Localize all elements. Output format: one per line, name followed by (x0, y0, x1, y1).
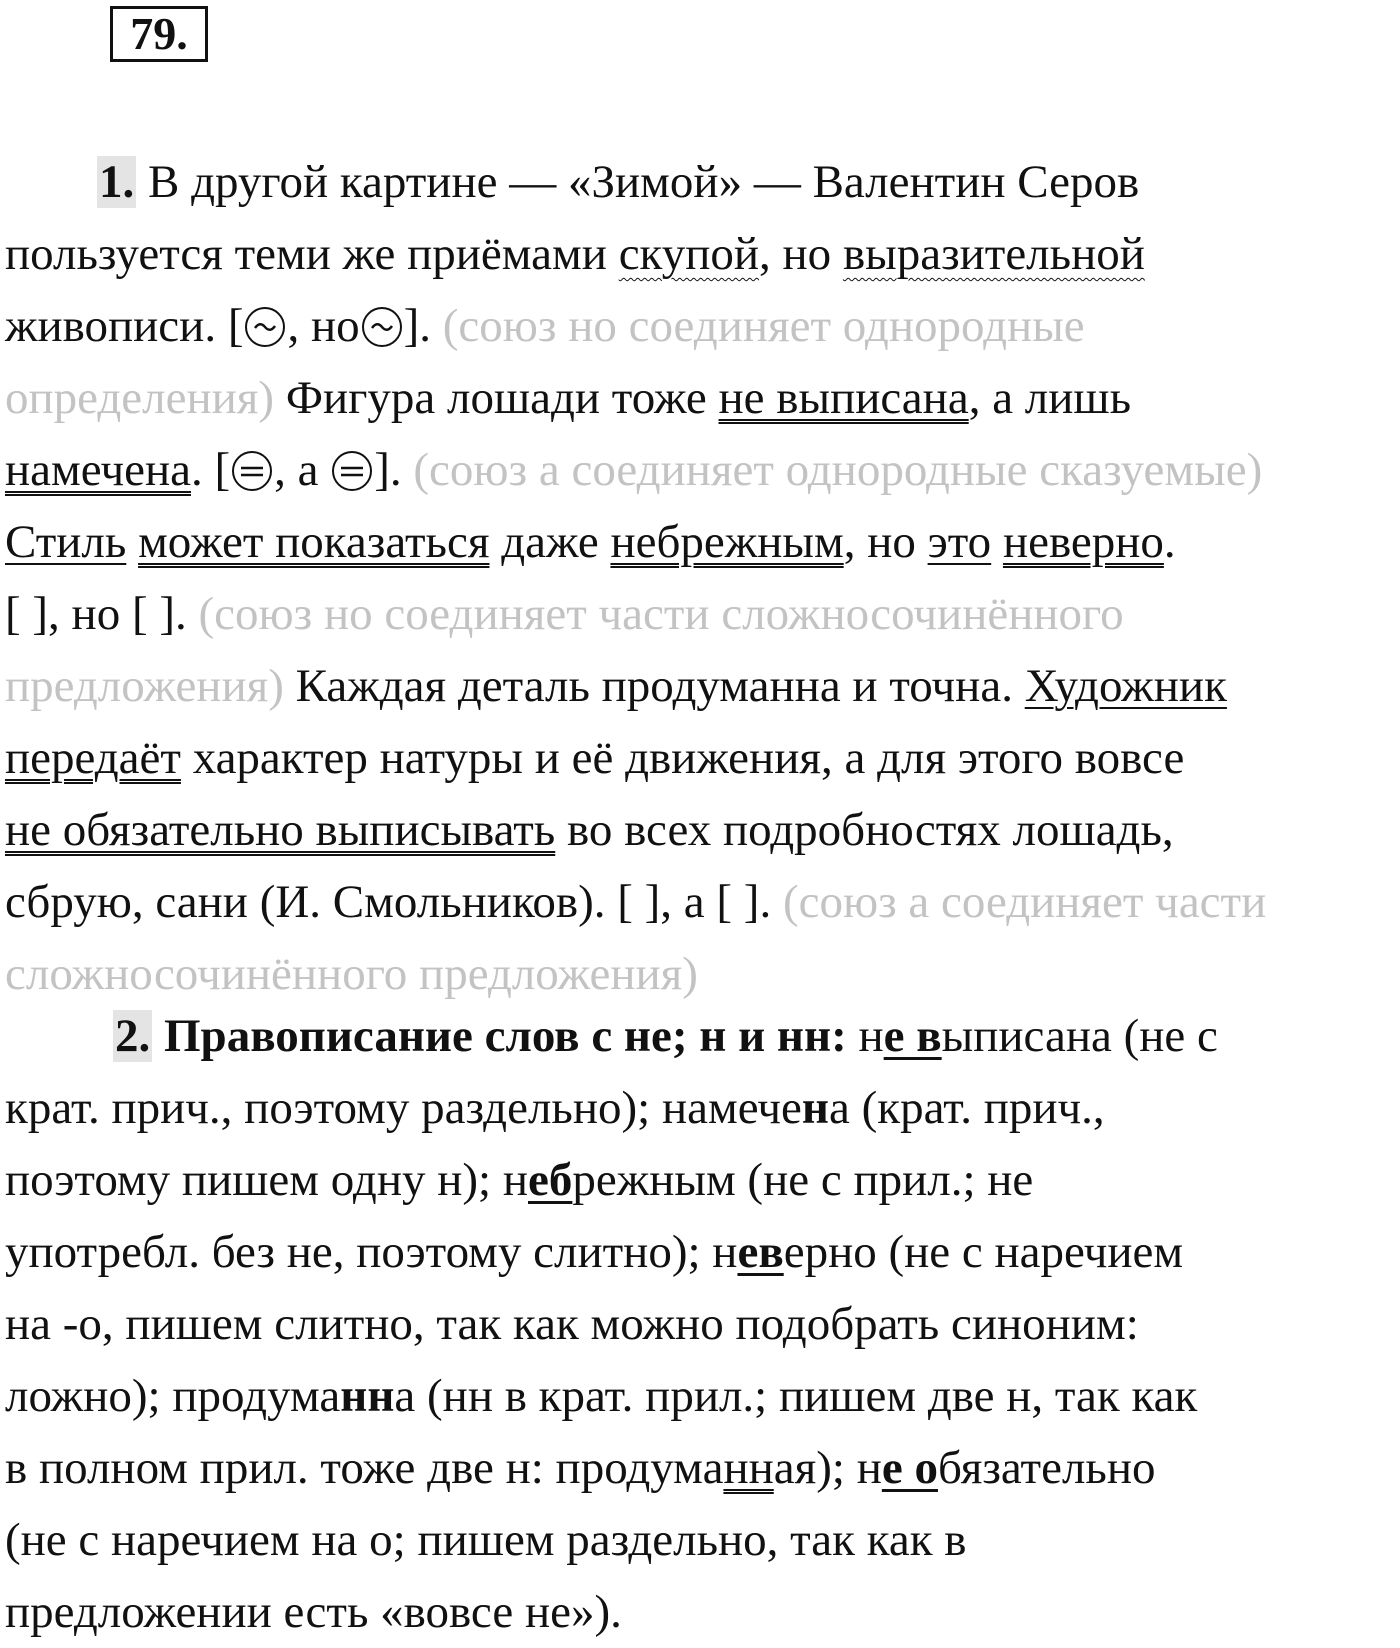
text: , но (287, 300, 360, 352)
text: а (крат. прич., (828, 1082, 1105, 1134)
text (126, 516, 138, 568)
text: ая); н (773, 1442, 882, 1494)
text: . (1163, 516, 1176, 568)
task2-line-5 (5, 1288, 1395, 1360)
task2-line-8 (5, 1504, 1395, 1576)
text: во всех подробностях лошадь, (555, 804, 1174, 856)
attribute-word: скупой (618, 228, 760, 280)
text: [ ], но [ ]. (5, 588, 199, 640)
text: характер натуры и её движения, а для этого вовсе (180, 732, 1185, 784)
highlighted-letters: нн (340, 1370, 395, 1422)
hint-text: (союз но соединяет однородные (442, 300, 1085, 352)
task1-line-11 (5, 866, 1395, 938)
highlighted-letters: н (801, 1082, 829, 1134)
subject-word: Художник (1024, 660, 1227, 712)
predicate-word: передаёт (5, 732, 181, 784)
text: Фигура лошади тоже (274, 372, 719, 424)
text: В другой картине — «Зимой» — Валентин Серов (136, 156, 1140, 208)
text: , а лишь (968, 372, 1132, 424)
hint-text: предложения) (5, 660, 284, 712)
subject-word: Стиль (5, 516, 127, 568)
text: поэтому пишем одну н); н (5, 1154, 528, 1206)
double-line-circle-icon (232, 451, 272, 491)
exercise-number: 79. (110, 6, 208, 62)
text: ]. (374, 444, 414, 496)
text: ерно (не с наречием (783, 1226, 1184, 1278)
text: крат. прич., поэтому раздельно); намече (5, 1082, 802, 1134)
task1-line-7 (5, 578, 1395, 650)
predicate-word: не выписана (718, 372, 969, 424)
predicate-word: может показаться (138, 516, 490, 568)
highlighted-letters: е в (883, 1010, 942, 1062)
task2-line-9 (5, 1576, 1395, 1648)
task2-line-3 (5, 1144, 1395, 1216)
hint-text: определения) (5, 372, 275, 424)
text: а (нн в крат. прил.; пишем две н, так как (394, 1370, 1198, 1422)
task1-line-1 (5, 146, 1395, 218)
text: ложно); продума (5, 1370, 341, 1422)
highlighted-letters: еб (528, 1154, 573, 1206)
text: ]. (403, 300, 443, 352)
highlighted-letters: е о (881, 1442, 938, 1494)
text: Каждая деталь продуманна и точна. (283, 660, 1025, 712)
text: употребл. без не, поэтому слитно); н (5, 1226, 738, 1278)
text: на -о, пишем слитно, так как можно подобрать синоним: (5, 1298, 1139, 1350)
double-line-circle-icon (332, 451, 372, 491)
text: . [ (190, 444, 231, 496)
text: , но (843, 516, 928, 568)
hint-text: сложносочинённого предложения) (5, 948, 698, 1000)
text: , но (759, 228, 843, 280)
subject-word: это (927, 516, 992, 568)
text: даже (489, 516, 611, 568)
underlined-letters: нн (723, 1442, 774, 1494)
text: живописи. [ (5, 300, 244, 352)
task-2-paragraph (5, 1000, 1395, 1648)
task2-line-7 (5, 1432, 1395, 1504)
task2-line-2 (5, 1072, 1395, 1144)
predicate-word: намечена (5, 444, 191, 496)
text: , а (274, 444, 331, 496)
hint-text: (союз а соединяет части (782, 876, 1267, 928)
task1-line-8 (5, 650, 1395, 722)
task-1-number: 1. (99, 156, 135, 208)
text: ыписана (не с (941, 1010, 1218, 1062)
highlighted-letters: ев (737, 1226, 784, 1278)
text: н (858, 1010, 884, 1062)
hint-text: (союз а соединяет однородные сказуемые) (413, 444, 1263, 496)
text (991, 516, 1003, 568)
wavy-circle-icon (362, 307, 402, 347)
task1-line-6 (5, 506, 1395, 578)
predicate-word: небрежным (610, 516, 844, 568)
predicate-word: неверно (1002, 516, 1164, 568)
task2-line-1 (5, 1000, 1395, 1072)
predicate-word: не обязательно выписывать (5, 804, 556, 856)
hint-text: (союз но соединяет части сложносочинённого (198, 588, 1124, 640)
task1-line-4 (5, 362, 1395, 434)
attribute-word: выразительной (842, 228, 1145, 280)
task1-line-2 (5, 218, 1395, 290)
text: режным (не с прил.; не (572, 1154, 1034, 1206)
task1-line-9 (5, 722, 1395, 794)
task1-line-10 (5, 794, 1395, 866)
text: пользуется теми же приёмами (5, 228, 619, 280)
text: сбрую, сани (И. Смольников). [ ], а [ ]. (5, 876, 783, 928)
task2-line-4 (5, 1216, 1395, 1288)
task-2-number: 2. (115, 1010, 151, 1062)
task-1-paragraph (5, 146, 1395, 1010)
wavy-circle-icon (245, 307, 285, 347)
task-2-heading: Правописание слов с не; н и нн: (152, 1010, 859, 1062)
text: (не с наречием на о; пишем раздельно, так как в (5, 1514, 967, 1566)
task2-line-6 (5, 1360, 1395, 1432)
text: бязательно (937, 1442, 1156, 1494)
task1-line-5 (5, 434, 1395, 506)
task1-line-3 (5, 290, 1395, 362)
text: в полном прил. тоже две н: продума (5, 1442, 724, 1494)
text: предложении есть «вовсе не»). (5, 1586, 622, 1638)
